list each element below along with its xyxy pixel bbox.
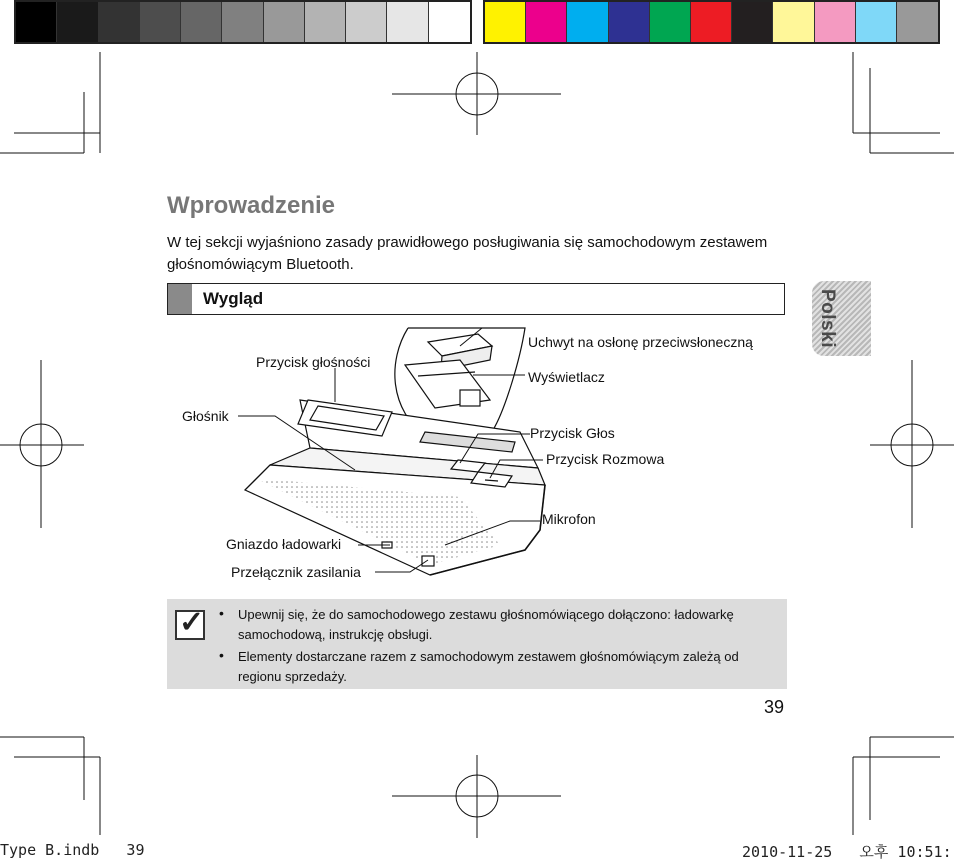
label-display: Wyświetlacz: [528, 369, 605, 385]
page-title: Wprowadzenie: [167, 192, 336, 219]
label-charger-jack: Gniazdo ładowarki: [226, 536, 342, 552]
bullet: •: [219, 647, 224, 663]
label-power-switch: Przełącznik zasilania: [231, 564, 361, 580]
language-tab: [812, 281, 871, 356]
label-microphone: Mikrofon: [542, 511, 596, 527]
label-call-button: Przycisk Rozmowa: [546, 451, 665, 467]
page-number: 39: [764, 697, 785, 717]
language-tab-label: Polski: [817, 289, 838, 348]
note-item: Elementy dostarczane razem z samochodowym zestawem głośnomówiącym zależą od regionu sprzedaży.: [238, 649, 739, 684]
bullet: •: [219, 605, 224, 621]
section-title: Wygląd: [203, 289, 264, 308]
note-item: Upewnij się, że do samochodowego zestawu głośnomówiącego dołączono: ładowarkę samochodową, instrukcję obsługi.: [238, 607, 734, 642]
power-switch: [422, 556, 434, 566]
note-box: [167, 599, 787, 689]
label-voice-button: Przycisk Głos: [530, 425, 615, 441]
section-header-marker: [168, 284, 192, 314]
footer-timestamp: 2010-11-25 오후 10:51:: [742, 843, 952, 861]
footer-file-slug: Type B.indb 39: [0, 841, 145, 859]
intro-paragraph: W tej sekcji wyjaśniono zasady prawidłowego posługiwania się samochodowym zestawem głośnomówiącym Bluetooth.: [167, 234, 768, 273]
label-volume-button: Przycisk głośności: [256, 354, 371, 370]
label-visor-clip: Uchwyt na osłonę przeciwsłoneczną: [528, 334, 753, 350]
label-speaker: Głośnik: [182, 408, 229, 424]
section-header: [167, 283, 785, 315]
checkbox-icon: ✓: [175, 610, 205, 640]
